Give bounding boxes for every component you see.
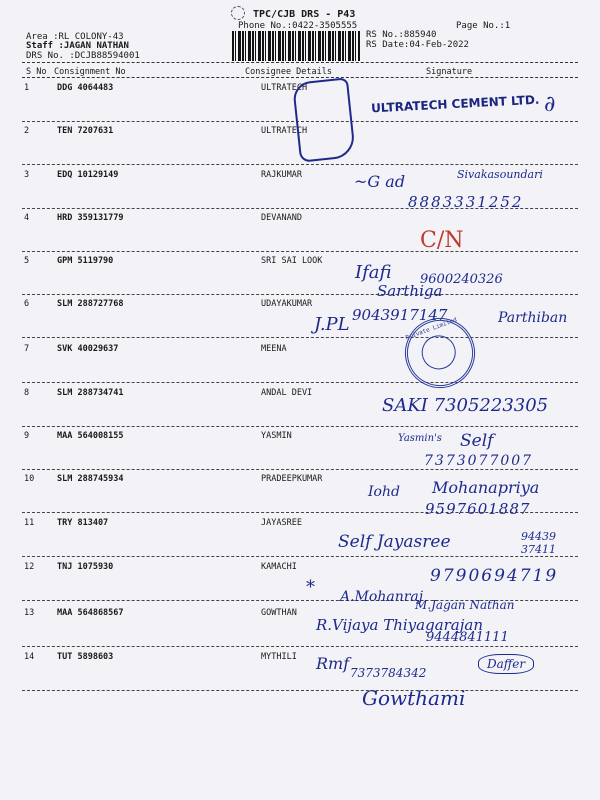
signature-9-name: Yasmin's — [398, 433, 442, 444]
row-divider — [22, 294, 578, 295]
row-consignee: GOWTHAN — [261, 608, 297, 618]
row-sno: 10 — [24, 474, 35, 484]
signature-13-name2: R.Vijaya Thiyagarajan — [316, 616, 483, 634]
signature-6-name: Parthiban — [498, 310, 568, 326]
drs-number: DRS No. :DCJB88594001 — [26, 51, 140, 61]
row-consignee: UDAYAKUMAR — [261, 299, 313, 309]
signature-14-box: Daffer — [478, 654, 534, 674]
signature-5-phone: 9600240326 — [420, 272, 503, 287]
staff-label: Staff :JAGAN NATHAN — [26, 41, 129, 51]
col-consignee: Consignee Details — [245, 67, 332, 77]
signature-3-phone: 8883331252 — [408, 193, 524, 211]
signature-5-name: Sarthiga — [377, 282, 443, 300]
phone-number: Phone No.:0422-3505555 — [238, 21, 358, 31]
signature-mark-3: ~G ad — [354, 172, 406, 191]
signature-9-self: Self — [460, 431, 494, 451]
col-signature: Signature — [426, 67, 473, 77]
logo-icon — [231, 6, 245, 20]
row-consignment: SVK 40029637 — [57, 344, 119, 354]
document-title: TPC/CJB DRS - P43 — [253, 9, 356, 20]
signature-10-phone: 9597601887 — [425, 500, 531, 518]
header-divider — [22, 62, 578, 63]
row-sno: 4 — [24, 213, 30, 223]
signature-9-phone: 7373077007 — [424, 453, 534, 469]
row-consignment: DDG 4064483 — [57, 83, 114, 93]
row-consignment: TUT 5898603 — [57, 652, 114, 662]
signature-12-name: A.Mohanraj — [340, 589, 424, 605]
signature-6-phone: 9043917147 — [352, 306, 448, 324]
pen-scribble — [292, 77, 356, 162]
signature-mark-10: Iohd — [368, 484, 400, 500]
row-consignment: TRY 813407 — [57, 518, 109, 528]
row-sno: 8 — [24, 388, 30, 398]
row-sno: 6 — [24, 299, 30, 309]
row-divider — [22, 646, 578, 647]
row-consignee: ULTRATECH — [261, 83, 308, 93]
signature-13-name: M.Jagan Nathan — [415, 598, 515, 612]
row-consignee: RAJKUMAR — [261, 170, 302, 180]
row-consignment: GPM 5119790 — [57, 256, 114, 266]
row-consignee: KAMACHI — [261, 562, 297, 572]
row-consignee: ULTRATECH — [261, 126, 308, 136]
row-sno: 5 — [24, 256, 30, 266]
row-divider — [22, 469, 578, 470]
row-sno: 1 — [24, 83, 30, 93]
row-consignee: SRI SAI LOOK — [261, 256, 323, 266]
row-divider — [22, 690, 578, 691]
row-sno: 14 — [24, 652, 35, 662]
area-label: Area :RL COLONY-43 — [26, 32, 124, 42]
row-consignee: YASMIN — [261, 431, 292, 441]
row-consignee: JAYASREE — [261, 518, 302, 528]
table-row — [0, 344, 600, 386]
row-divider — [22, 337, 578, 338]
signature-11: Self Jayasree — [338, 532, 451, 552]
row-sno: 12 — [24, 562, 35, 572]
row-consignee: DEVANAND — [261, 213, 302, 223]
row-sno: 3 — [24, 170, 30, 180]
row-sno: 2 — [24, 126, 30, 136]
table-row — [0, 213, 600, 255]
col-consignment: Consignment No — [54, 67, 126, 77]
row-consignment: SLM 288727768 — [57, 299, 124, 309]
signature-10-name: Mohanapriya — [432, 478, 540, 497]
row-consignment: TNJ 1075930 — [57, 562, 114, 572]
signature-14-name: Gowthami — [362, 686, 466, 710]
signature-14-phone: 7373784342 — [350, 666, 427, 680]
row-consignment: MAA 564008155 — [57, 431, 124, 441]
row-divider — [22, 556, 578, 557]
row-consignment: TEN 7207631 — [57, 126, 114, 136]
row-divider — [22, 251, 578, 252]
barcode — [232, 31, 360, 61]
rs-number: RS No.:885940 — [366, 30, 437, 40]
signature-mark-6: J.PL — [314, 314, 350, 335]
row-sno: 9 — [24, 431, 30, 441]
asterisk-mark: * — [306, 577, 315, 598]
row-sno: 11 — [24, 518, 35, 528]
page-number: Page No.:1 — [456, 21, 511, 31]
signature-11-phone: 94439 37411 — [521, 530, 556, 556]
col-sno: S No — [26, 67, 47, 77]
table-row — [0, 608, 600, 650]
row-divider — [22, 426, 578, 427]
row-consignee: ANDAL DEVI — [261, 388, 313, 398]
columns-divider — [22, 77, 578, 78]
signature-8: SAKI 7305223305 — [382, 395, 549, 416]
row-consignment: SLM 288734741 — [57, 388, 124, 398]
seal-text: Private Limited — [404, 316, 458, 342]
row-consignee: MEENA — [261, 344, 287, 354]
table-row — [0, 256, 600, 298]
signature-mark-1: ∂ — [544, 92, 556, 117]
row-consignment: HRD 359131779 — [57, 213, 124, 223]
signature-mark-14: Rmf — [316, 654, 350, 673]
row-divider — [22, 382, 578, 383]
row-sno: 7 — [24, 344, 30, 354]
signature-13-phone: 9444841111 — [426, 630, 509, 645]
rs-date: RS Date:04-Feb-2022 — [366, 40, 469, 50]
row-consignment: EDQ 10129149 — [57, 170, 119, 180]
signature-mark-5: Ifafi — [355, 262, 392, 283]
ultratech-stamp: ULTRATECH CEMENT LTD. — [370, 92, 540, 116]
row-consignment: MAA 564868567 — [57, 608, 124, 618]
seal-inner-ring — [417, 331, 461, 375]
signature-12-phone: 9790694719 — [430, 566, 559, 586]
row-consignee: MYTHILI — [261, 652, 297, 662]
row-consignee: PRADEEPKUMAR — [261, 474, 323, 484]
row-divider — [22, 164, 578, 165]
signature-3-name: Sivakasoundari — [457, 168, 543, 181]
signature-4: C/N — [420, 228, 464, 253]
row-sno: 13 — [24, 608, 35, 618]
row-consignment: SLM 288745934 — [57, 474, 124, 484]
